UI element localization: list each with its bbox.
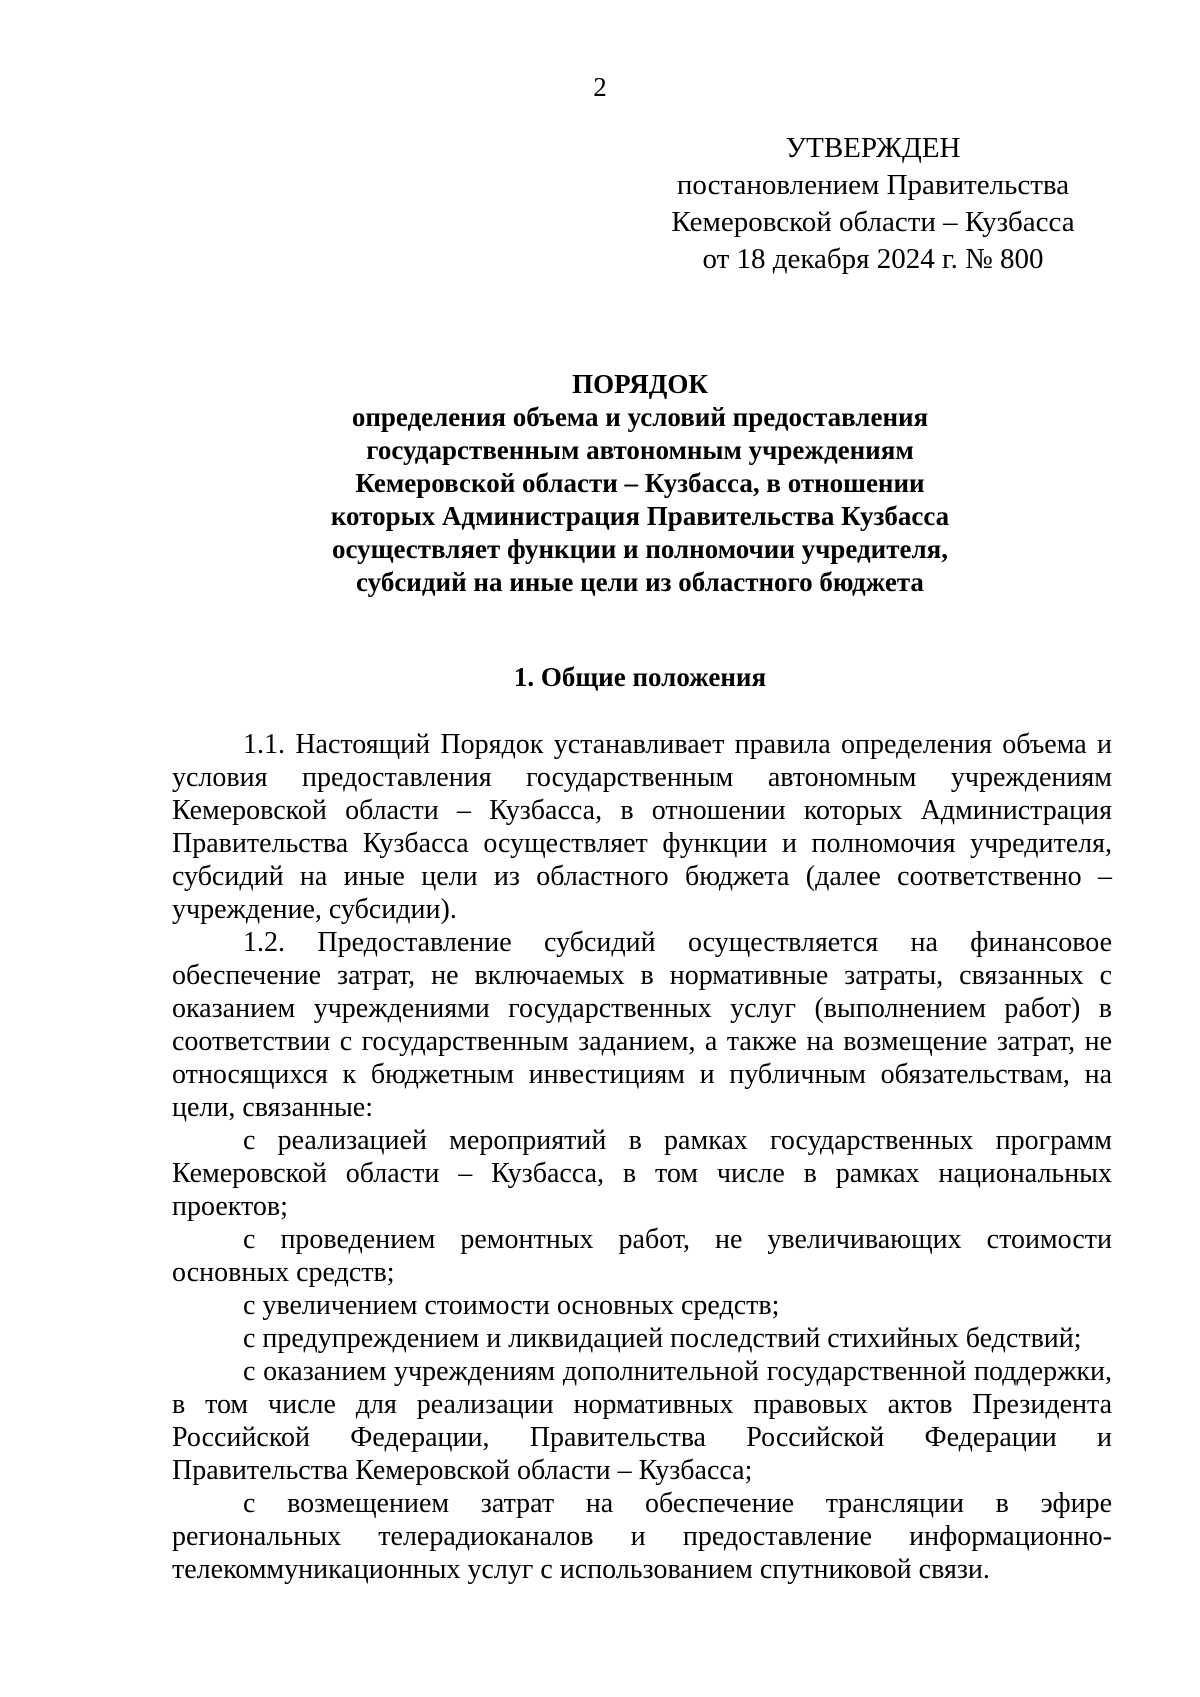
- approval-line-1: УТВЕРЖДЕН: [785, 132, 961, 164]
- document-title-line: государственным автономным учреждениям: [366, 435, 914, 465]
- paragraph-1-1: 1.1. Настоящий Порядок устанавливает правила определения объема и условия предоставления государственным автономным учреждениям Кемеровской области – Кузбасса, в отношении которых Администрация Правительства Кузбасса осуществляет функции и полномочия учредителя, субсидий на иные цели из областного бюджета (далее соответственно – учреждение, субсидии).: [172, 729, 1112, 925]
- list-item: с возмещением затрат на обеспечение трансляции в эфире региональных телерадиоканалов и предоставление информационно-телекоммуникационных услуг с использованием спутниковой связи.: [172, 1488, 1112, 1585]
- section-heading: 1. Общие положения: [513, 662, 767, 692]
- document-title-line: Кемеровской области – Кузбасса, в отношении: [355, 468, 925, 498]
- document-title-line: осуществляет функции и полномочии учредителя,: [332, 534, 948, 564]
- approval-line-4: от 18 декабря 2024 г. № 800: [702, 243, 1044, 275]
- list-item: с проведением ремонтных работ, не увеличивающих стоимости основных средств;: [172, 1224, 1112, 1288]
- document-title-line: которых Администрация Правительства Кузбасса: [330, 501, 950, 531]
- page-number: 2: [593, 72, 607, 102]
- document-title-line: определения объема и условий предоставления: [351, 402, 929, 432]
- list-item: с увеличением стоимости основных средств;: [243, 1290, 780, 1321]
- approval-line-3: Кемеровской области – Кузбасса: [671, 206, 1075, 238]
- document-title-heading: ПОРЯДОК: [572, 369, 708, 399]
- paragraph-1-2: 1.2. Предоставление субсидий осуществляется на финансовое обеспечение затрат, не включаемых в нормативные затраты, связанных с оказанием учреждениями государственных услуг (выполнением работ) в соответствии с государственным заданием, а также на возмещение затрат, не относящихся к бюджетным инвестициям и публичным обязательствам, на цели, связанные:: [172, 927, 1112, 1123]
- list-item: с оказанием учреждениям дополнительной государственной поддержки, в том числе для реализации нормативных правовых актов Президента Российской Федерации, Правительства Российской Федерации и Правительства Кемеровской области – Кузбасса;: [172, 1356, 1112, 1486]
- list-item: с предупреждением и ликвидацией последствий стихийных бедствий;: [243, 1323, 1082, 1354]
- section-body: [172, 728, 1112, 1586]
- approval-line-2: постановлением Правительства: [676, 169, 1070, 201]
- document-title-line: субсидий на иные цели из областного бюджета: [356, 567, 924, 597]
- document-title: [170, 368, 1110, 599]
- list-item: с реализацией мероприятий в рамках государственных программ Кемеровской области – Кузбасса, в том числе в рамках национальных проектов;: [172, 1125, 1112, 1222]
- approval-block: [668, 130, 1078, 278]
